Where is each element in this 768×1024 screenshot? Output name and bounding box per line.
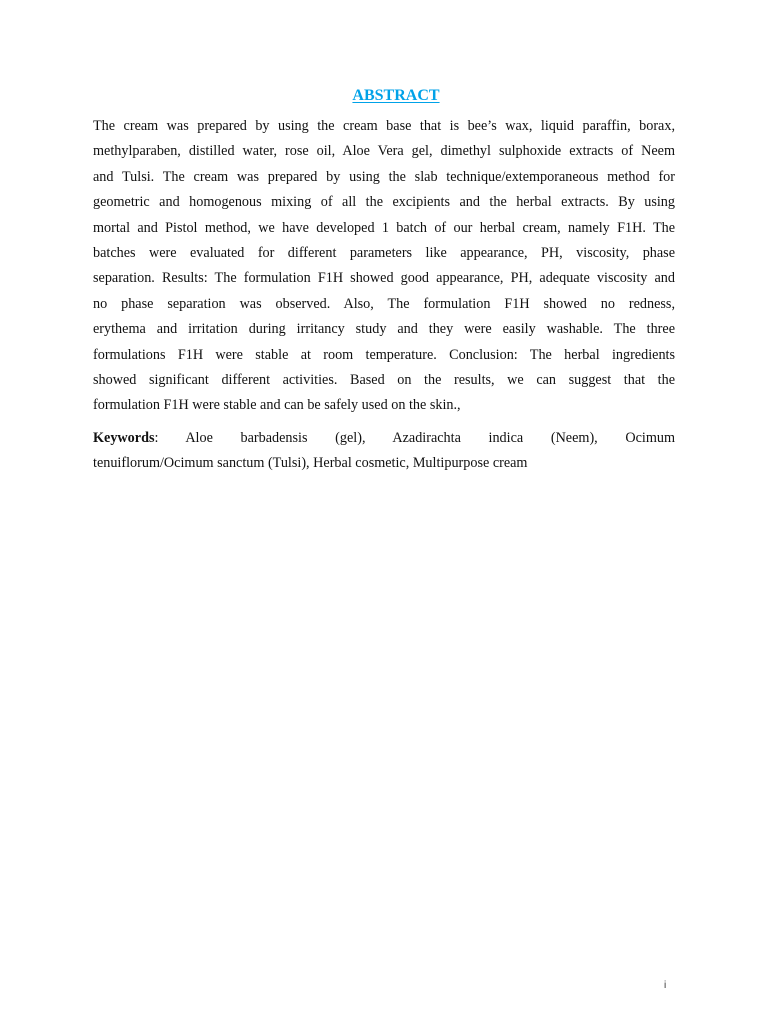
keywords-line <box>93 426 675 451</box>
abstract-line: and Tulsi. The cream was prepared by using the slab technique/extemporaneous method for <box>93 168 675 185</box>
keywords-line: tenuiflorum/Ocimum sanctum (Tulsi), Herbal cosmetic, Multipurpose cream <box>93 455 528 472</box>
abstract-line: geometric and homogenous mixing of all the excipients and the herbal extracts. By using <box>93 194 675 211</box>
abstract-line: separation. Results: The formulation F1H showed good appearance, PH, adequate viscosity and <box>93 270 675 287</box>
abstract-line: formulations F1H were stable at room temperature. Conclusion: The herbal ingredients <box>93 346 675 363</box>
abstract-line: no phase separation was observed. Also, The formulation F1H showed no redness, <box>93 295 675 312</box>
abstract-paragraph <box>93 114 675 419</box>
keywords-label: Keywords <box>93 430 155 446</box>
page-number: i <box>664 980 667 991</box>
abstract-line: The cream was prepared by using the cream base that is bee’s wax, liquid paraffin, borax, <box>93 118 675 134</box>
abstract-line: formulation F1H were stable and can be safely used on the skin., <box>93 397 461 414</box>
abstract-line: mortal and Pistol method, we have developed 1 batch of our herbal cream, namely F1H. The <box>93 219 675 236</box>
keywords-section <box>93 426 675 477</box>
abstract-line: erythema and irritation during irritancy study and they were easily washable. The three <box>93 321 675 338</box>
abstract-title: ABSTRACT <box>352 87 440 104</box>
keywords-text: Aloe barbadensis (gel), Azadirachta indica (Neem), Ocimum <box>185 430 675 446</box>
keywords-separator: : <box>154 430 159 446</box>
abstract-line: showed significant different activities. Based on the results, we can suggest that the <box>93 371 675 388</box>
abstract-line: batches were evaluated for different parameters like appearance, PH, viscosity, phase <box>93 244 675 261</box>
abstract-line: methylparaben, distilled water, rose oil, Aloe Vera gel, dimethyl sulphoxide extracts of Neem <box>93 143 675 160</box>
